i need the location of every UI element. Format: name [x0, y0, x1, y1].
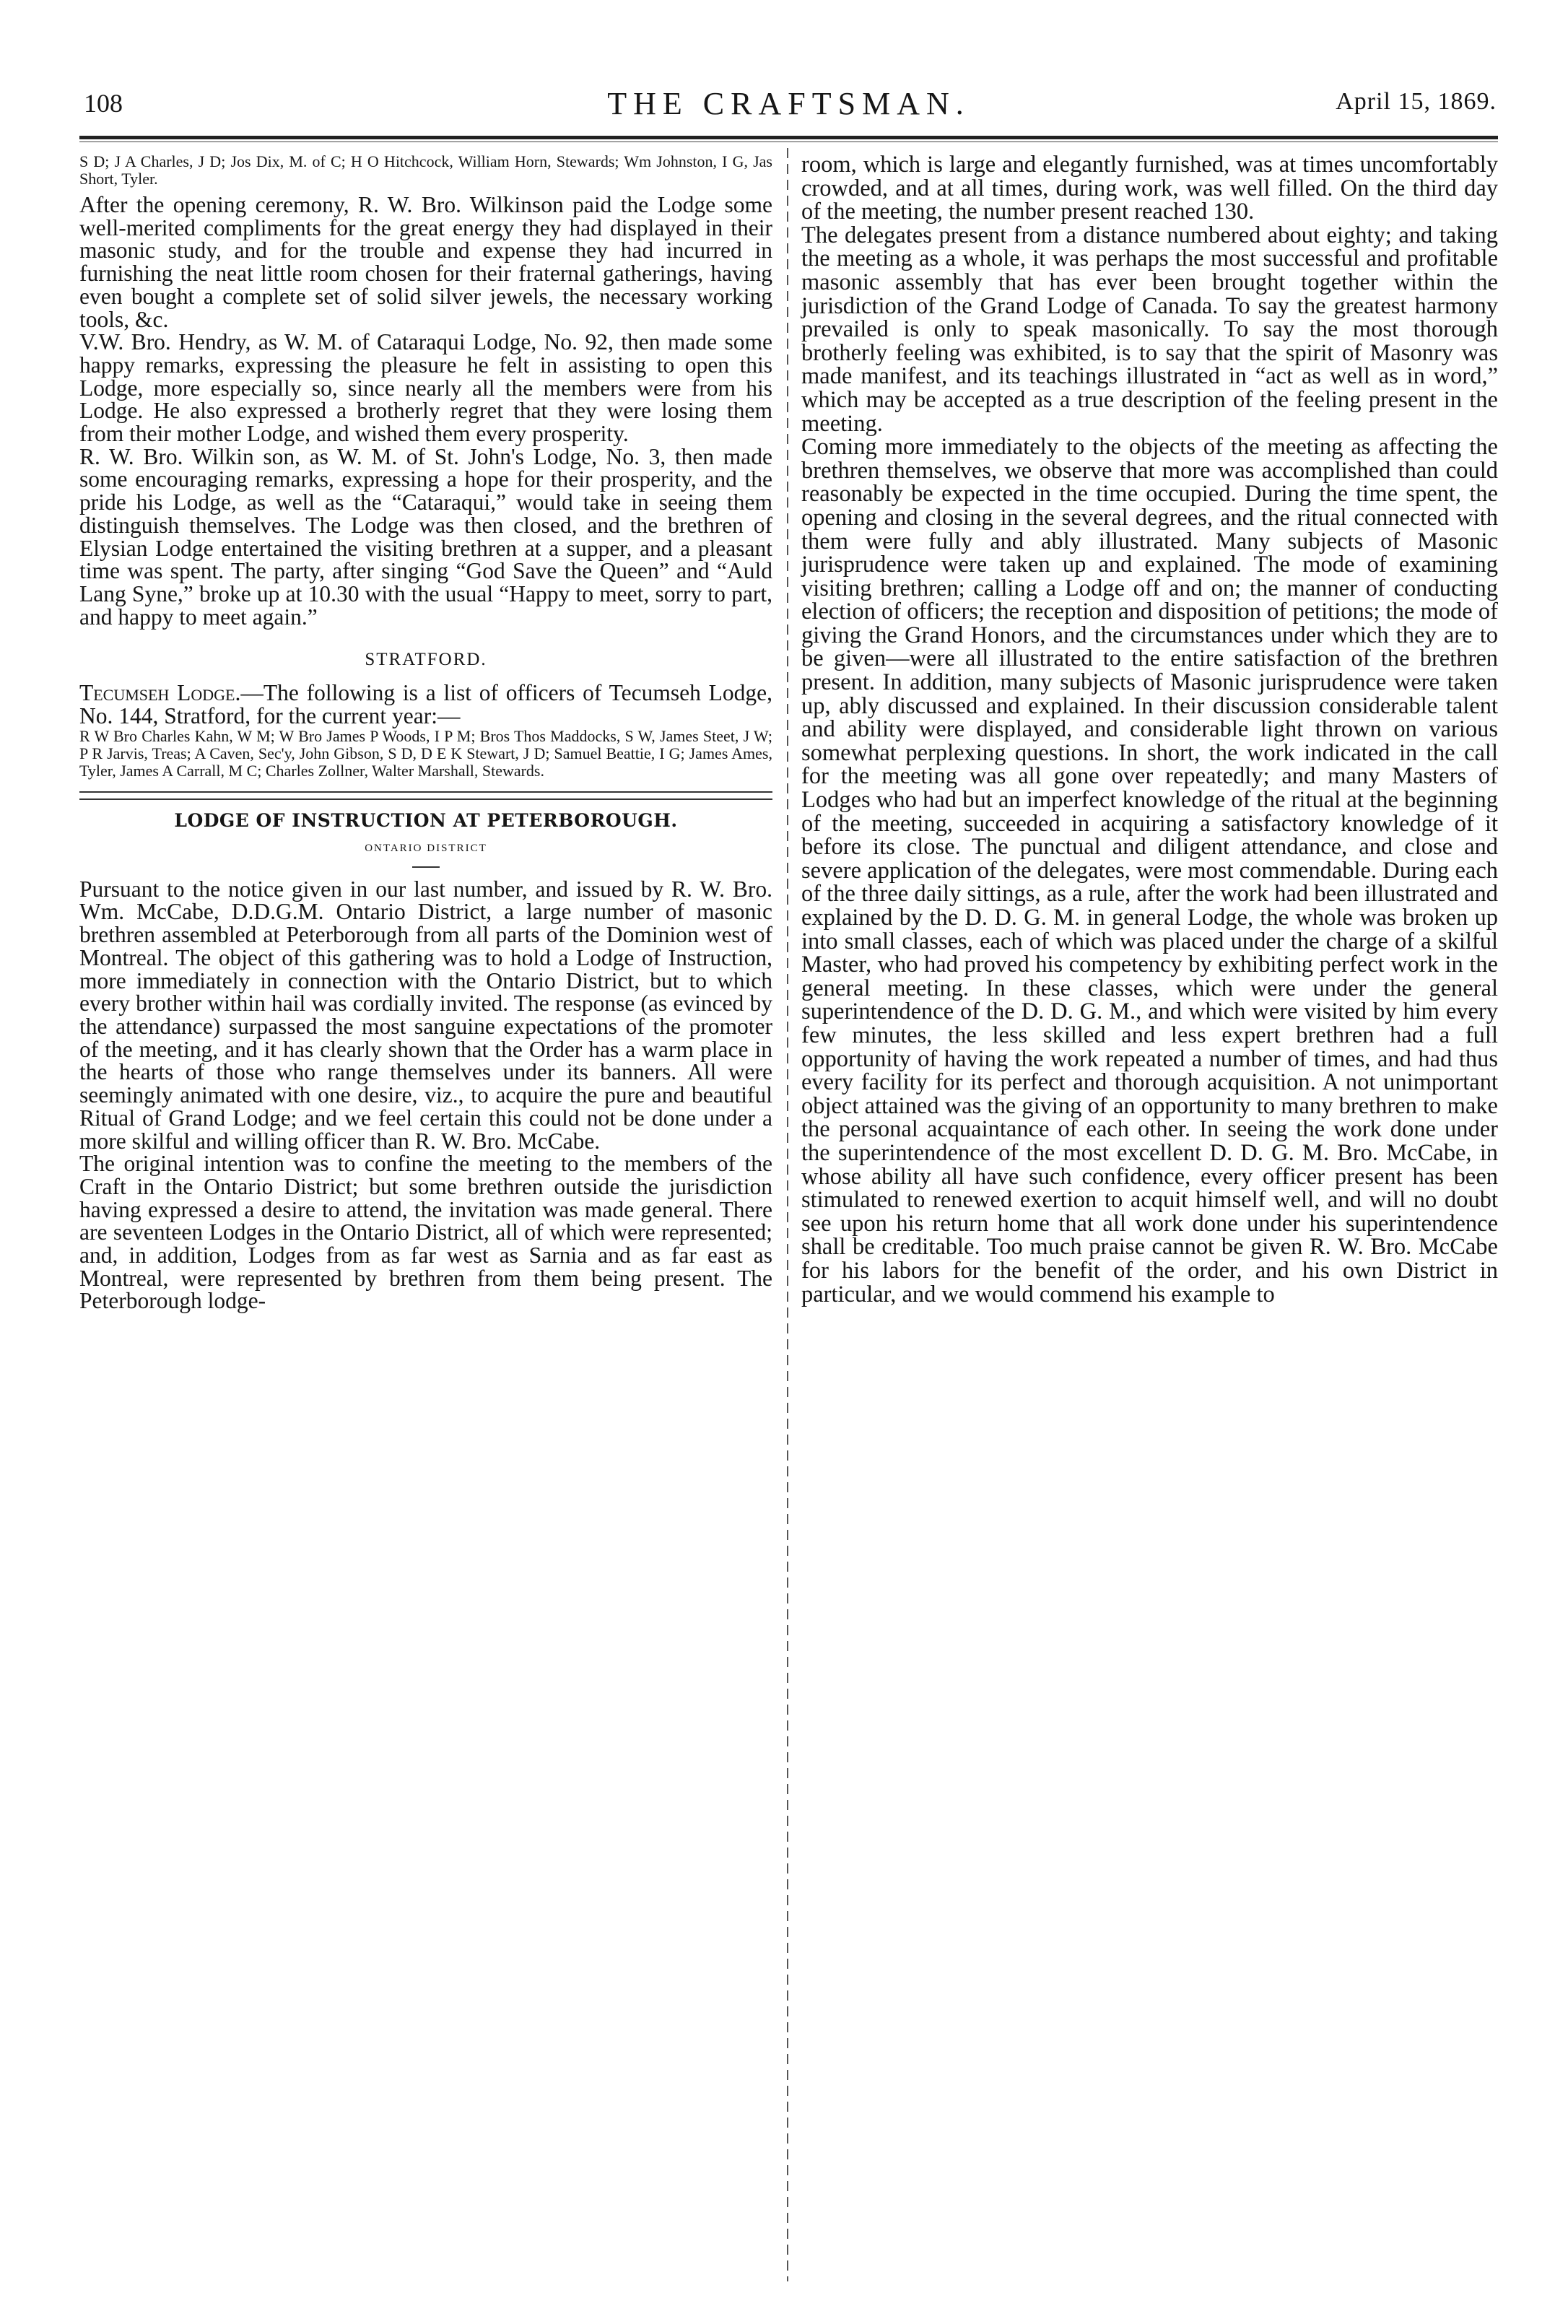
page-number: 108 [84, 89, 123, 118]
article-paragraph: R. W. Bro. Wilkin son, as W. M. of St. John's Lodge, No. 3, then made some encouraging remarks, expressing a hope for their prosperity, and the pride his Lodge, as well as the “Cataraqui,” would take in seeing them distinguish themselves. The Lodge was then closed, and the brethren of Elysian Lodge entertained the visiting brethren at a supper, and a pleasant time was spent. The party, after singing “God Save the Queen” and “Auld Lang Syne,” broke up at 10.30 with the usual “Happy to meet, sorry to part, and happy to meet again.” [79, 443, 772, 630]
header-rule [79, 136, 1498, 139]
tecumseh-lead: Tecumseh Lodge. [79, 680, 241, 706]
tecumseh-officers-list: R W Bro Charles Kahn, W M; W Bro James P Woods, I P M; Bros Thos Maddocks, S W, James Steet, J W; P R Jarvis, Treas; A Caven, Sec'y, John Gibson, S D, D E K Stewart, J D; Samuel Beattie, I G; James Ames, Tyler, James A Carrall, M C; Charles Zollner, Walter Marshall, Stewards. [79, 726, 772, 780]
section-heading-stratford: STRATFORD. [365, 650, 487, 670]
article-paragraph: V.W. Bro. Hendry, as W. M. of Cataraqui Lodge, No. 92, then made some happy remarks, expressing the pleasure he felt in assisting to open this Lodge, more especially so, since nearly all the members were from his Lodge. He also expressed a brotherly regret that they were losing them from their mother Lodge, and wished them every prosperity. [79, 329, 772, 447]
article-paragraph: Coming more immediately to the objects of the meeting as affecting the brethren themselves, we observe that more was accomplished than could reasonably be expected in the time occupied. During the time spent, the opening and closing in the several degrees, and the ritual connected with them were fully and ably illustrated. Many subjects of Masonic jurisprudence were taken up and explained. The mode of examining visiting brethren; calling a Lodge off and on; the manner of conducting election of officers; the reception and disposition of petitions; the mode of giving the Grand Honors, and the circumstances under which they are to be given—were all illustrated to the entire satisfaction of the brethren present. In addition, many subjects of Masonic jurisprudence were taken up, ably discussed and explained. In their discussion considerable talent and ability were displayed, and considerable light thrown on various somewhat perplexing questions. In short, the work indicated in the call for the meeting was all gone over repeatedly; and many Masters of Lodges who had but an imperfect knowledge of the ritual at the beginning of the meeting, succeeded in acquiring a satisfactory knowledge of it before its close. The punctual and diligent attendance, and close and severe application of the delegates, were most commendable. During each of the three daily sittings, as a rule, after the work had been illustrated and explained by the D. D. G. M. in general Lodge, the whole was broken up into small classes, each of which was placed under the charge of a skilful Master, who had proved his competency by exhibiting perfect work in the general meeting. In these classes, which were under the general superintendence of the D. D. G. M., and which were visited by him every few minutes, the less skilled and less expert brethren had a full opportunity of having the work repeated a number of times, and had thus every facility for its perfect and thorough acquisition. A not unimportant object attained was the giving of an opportunity to many brethren to make the personal acquaintance of each other. In seeing the work done under the superintendence of the most excellent D. D. G. M. Bro. McCabe, in whose ability all have such confidence, every officer present has been stimulated to renewed exertion to acquit himself well, and will no doubt see upon his return home that all work done under his superintendence shall be creditable. Too much praise cannot be given R. W. Bro. McCabe for his labors for the benefit of the order, and his own District in particular, and we would commend his example to [801, 434, 1498, 1307]
article-paragraph: The delegates present from a distance numbered about eighty; and taking the meeting as a whole, it was perhaps the most successful and profitable masonic assembly that has ever been brought together within the jurisdiction of the Grand Lodge of Canada. To say the greatest harmony prevailed is only to speak masonically. To say the most thorough brotherly feeling was exhibited, is to say that the spirit of Masonry was made manifest, and its teachings illustrated in “act as well as in word,” which may be accepted as a true description of the feeling present in the meeting. [801, 222, 1498, 437]
right-column [801, 153, 1498, 1306]
page-header [79, 85, 1498, 129]
article-paragraph: The original intention was to confine the meeting to the members of the Craft in the Ontario District; but some brethren outside the jurisdiction having expressed a desire to attend, the invitation was made general. There are seventeen Lodges in the Ontario District, all of which were represented; and, in addition, Lodges from as far west as Sarnia and as far east as Montreal, were represented by brethren from them being present. The Peterborough lodge- [79, 1151, 772, 1314]
column-divider [787, 148, 788, 2281]
article-paragraph: After the opening ceremony, R. W. Bro. Wilkinson paid the Lodge some well-merited compliments for the great energy they had displayed in their masonic study, and for the trouble and expense they had incurred in furnishing the neat little room chosen for their fraternal gatherings, having even bought a complete set of solid silver jewels, the necessary working tools, &c. [79, 192, 772, 332]
officers-list-continued: S D; J A Charles, J D; Jos Dix, M. of C; H O Hitchcock, William Horn, Stewards; Wm Johnston, I G, Jas Short, Tyler. [79, 152, 772, 188]
article-subheading: ONTARIO DISTRICT [365, 842, 487, 854]
section-divider [79, 791, 772, 800]
article-paragraph: Pursuant to the notice given in our last number, and issued by R. W. Bro. Wm. McCabe, D.D.G.M. Ontario District, a large number of masonic brethren assembled at Peterborough from all parts of the Dominion west of Montreal. The object of this gathering was to hold a Lodge of Instruction, more immediately in connection with the Ontario District, but to which every brother within hail was cordially invited. The response (as evinced by the attendance) surpassed the most sanguine expectations of the promoter of the meeting, and it has clearly shown that the Order has a warm place in the hearts of those who range themselves under its banners. All were seemingly animated with one desire, viz., to acquire the pure and beautiful Ritual of Grand Lodge; and we feel certain this could not be done under a more skilful and willing officer than R. W. Bro. McCabe. [79, 876, 772, 1154]
tecumseh-text: —The following is a list of officers of Tecumseh Lodge, No. 144, Stratford, for the current year:— [79, 680, 772, 729]
short-dash [412, 866, 440, 868]
left-column [79, 153, 772, 1313]
tecumseh-paragraph [79, 682, 772, 727]
masthead-title: THE CRAFTSMAN. [607, 86, 970, 121]
article-paragraph: room, which is large and elegantly furnished, was at times uncomfortably crowded, and at all times, during work, was well filled. On the third day of the meeting, the number present reached 130. [801, 152, 1498, 225]
issue-date: April 15, 1869. [1336, 88, 1497, 115]
article-headline: LODGE OF INSTRUCTION AT PETERBOROUGH. [174, 809, 678, 831]
